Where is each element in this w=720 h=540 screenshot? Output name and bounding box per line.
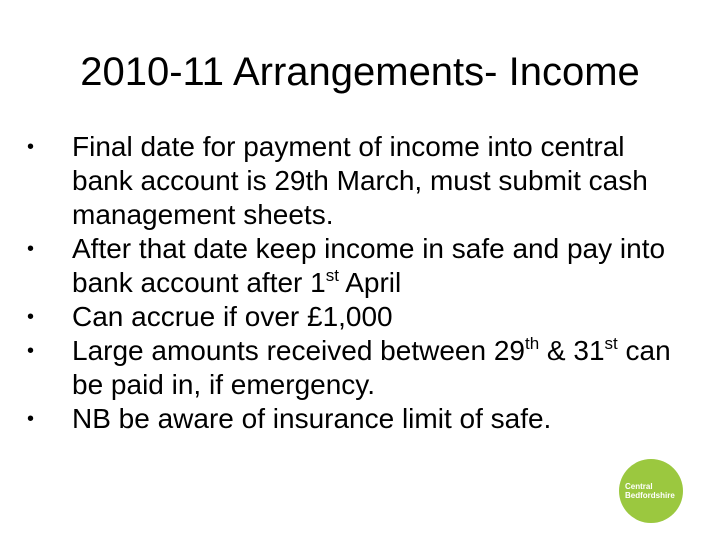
bullet-item [27, 402, 687, 436]
bullet-item [27, 334, 687, 402]
bullet-icon: • [27, 136, 35, 158]
bullet-item [27, 130, 687, 232]
bullet-text: & 31 [539, 335, 605, 366]
bullet-text: After that date keep income in safe and pay into bank account after 1 [72, 233, 666, 298]
bullet-item [27, 232, 687, 300]
bullet-text: Final date for payment of income into central bank account is 29th March, must submit cash management sheets. [72, 131, 648, 230]
bullet-item [27, 300, 687, 334]
ordinal-suffix: st [325, 265, 339, 285]
logo-line-1: Central [625, 482, 653, 491]
bullet-text: can be paid in, if emergency. [72, 335, 671, 400]
bullet-icon: • [27, 340, 35, 362]
bullet-text: Can accrue if over £1,000 [72, 301, 393, 332]
ordinal-suffix: th [524, 333, 540, 353]
bullet-icon: • [27, 306, 35, 328]
slide-title: 2010-11 Arrangements- Income [80, 50, 640, 94]
logo-line-2: Bedfordshire [625, 491, 675, 500]
bullet-text: April [338, 267, 402, 298]
bullet-text: NB be aware of insurance limit of safe. [72, 403, 552, 434]
bullet-icon: • [27, 238, 35, 260]
bullet-list [27, 130, 687, 436]
bullet-icon: • [27, 408, 35, 430]
central-bedfordshire-logo [619, 459, 683, 523]
ordinal-suffix: st [604, 333, 618, 353]
bullet-text: Large amounts received between 29 [72, 335, 525, 366]
